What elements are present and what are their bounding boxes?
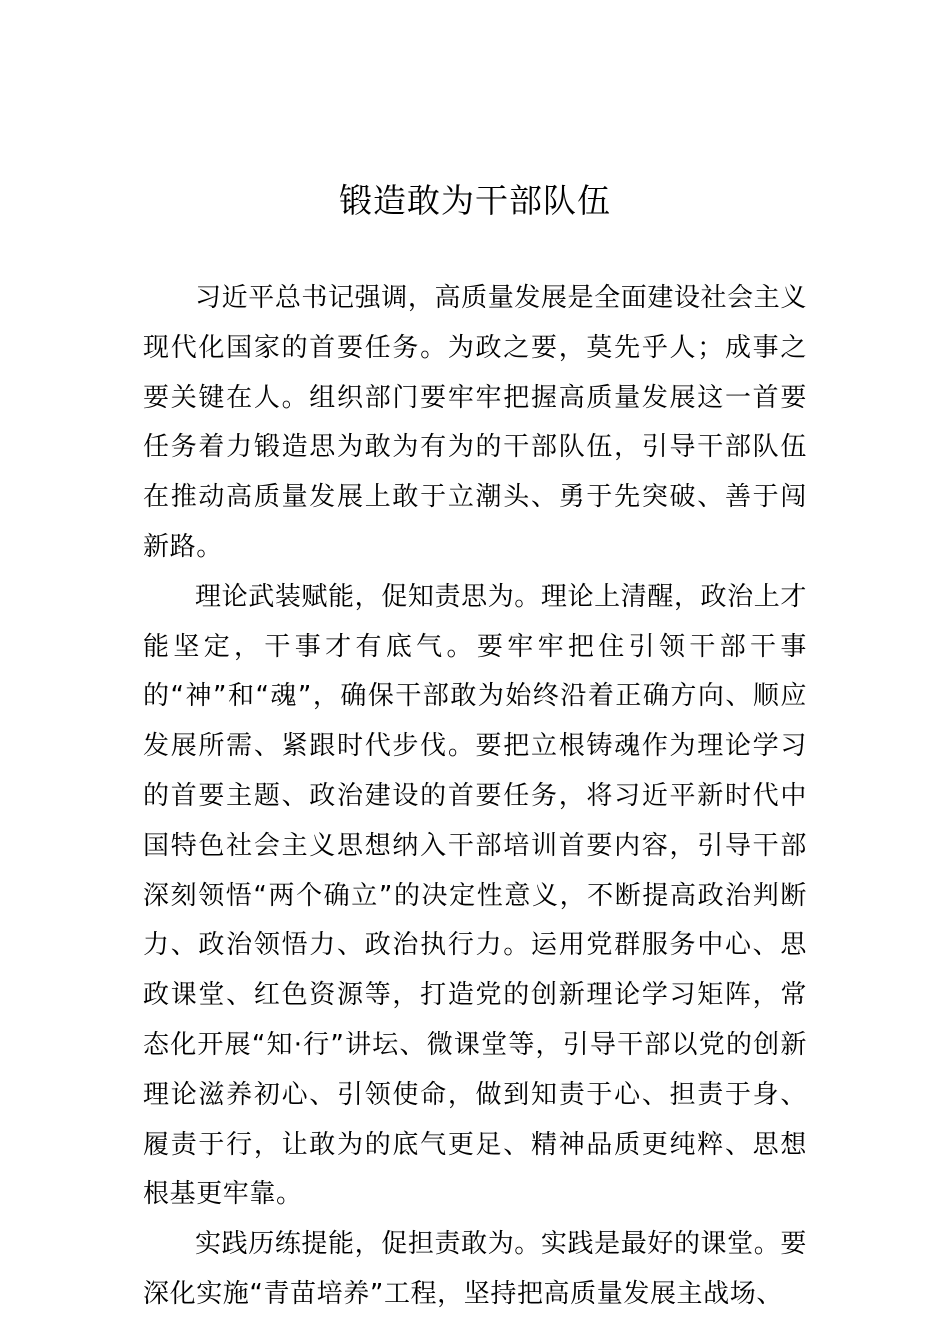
paragraph-intro: 习近平总书记强调，高质量发展是全面建设社会主义现代化国家的首要任务。为政之要，莫先乎人；成事之要关键在人。组织部门要牢牢把握高质量发展这一首要任务着力锻造思为敢为有为的干部队伍，引导干部队伍在推动高质量发展上敢于立潮头、勇于先突破、善于闯新路。: [143, 283, 807, 562]
document-body: [143, 274, 807, 1320]
paragraph-practice: 实践历练提能，促担责敢为。实践是最好的课堂。要深化实施“青苗培养”工程，坚持把高质量发展主战场、: [143, 1229, 807, 1309]
paragraph-theory: 理论武装赋能，促知责思为。理论上清醒，政治上才能坚定，干事才有底气。要牢牢把住引领干部干事的“神”和“魂”，确保干部敢为始终沿着正确方向、顺应发展所需、紧跟时代步伐。要把立根铸魂作为理论学习的首要主题、政治建设的首要任务，将习近平新时代中国特色社会主义思想纳入干部培训首要内容，引导干部深刻领悟“两个确立”的决定性意义，不断提高政治判断力、政治领悟力、政治执行力。运用党群服务中心、思政课堂、红色资源等，打造党的创新理论学习矩阵，常态化开展“知·行”讲坛、微课堂等，引导干部以党的创新理论滋养初心、引领使命，做到知责于心、担责于身、履责于行，让敢为的底气更足、精神品质更纯粹、思想根基更牢靠。: [143, 581, 807, 1210]
document-title: 锻造敢为干部队伍: [339, 181, 611, 220]
